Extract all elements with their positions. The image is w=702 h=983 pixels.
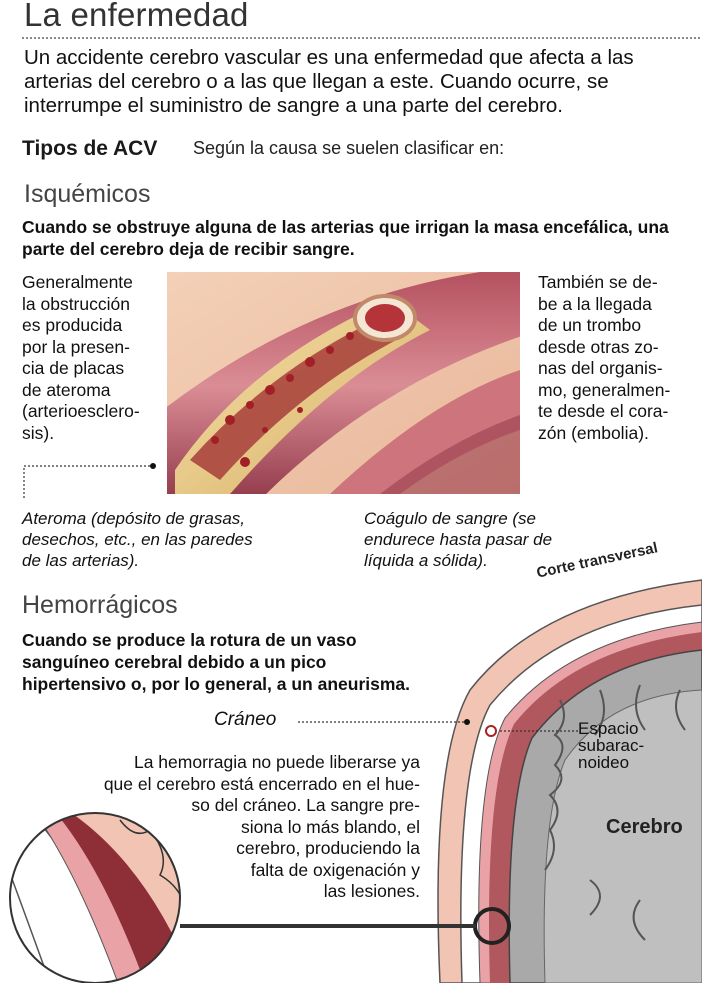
espacio-subaracnoideo-label	[578, 720, 644, 771]
text-line: que el cerebro está encerrado en el hue-	[103, 773, 420, 794]
text-line: por la presen-	[22, 336, 130, 357]
text-line: zón (embolia).	[538, 422, 649, 443]
isquemicos-description: Cuando se obstruye alguna de las arterias que irrigan la masa encefálica, una parte del cerebro deja de recibir sangre.	[22, 217, 669, 259]
corte-transversal-label: Corte transversal	[535, 539, 660, 582]
label-line: noideo	[578, 753, 630, 772]
text-line: de un trombo	[538, 315, 642, 335]
text-line: desde otras zo-	[538, 336, 659, 357]
text-line: siona lo más blando, el	[241, 816, 420, 837]
text-line: cia de placas	[22, 358, 125, 378]
craneo-label: Cráneo	[214, 709, 277, 730]
artery-illustration	[150, 272, 540, 500]
caption-line: desechos, etc., en las paredes	[22, 530, 253, 549]
caption-line: de las arterias).	[22, 551, 140, 570]
text-line: nas del organis-	[538, 358, 663, 378]
text-line: be a la llegada	[538, 293, 652, 314]
caption-line: líquida a sólida).	[364, 551, 488, 570]
text-line: la obstrucción	[22, 293, 130, 314]
isquemicos-heading: Isquémicos	[24, 180, 151, 208]
hemorragicos-description: Cuando se produce la rotura de un vaso sanguíneo cerebral debido a un pico hipertensivo o, por lo general, a un aneurisma.	[22, 630, 411, 694]
ateroma-caption	[22, 508, 322, 571]
text-line: cerebro, produciendo la	[236, 838, 420, 858]
label-line: Espacio	[578, 719, 639, 738]
caption-line: Coágulo de sangre (se	[364, 509, 537, 528]
hemorragicos-heading: Hemorrágicos	[22, 591, 178, 619]
embolia-text	[538, 272, 698, 444]
head-cross-section	[438, 580, 702, 983]
text-line: (arterioesclero-	[22, 401, 140, 421]
ateroma-pointer	[24, 466, 152, 498]
intro-paragraph: Un accidente cerebro vascular es una enfermedad que afecta a las arterias del cerebro o a las que llegan a este. Cuando ocurre, se interrumpe el suministro de sangre a una parte del cerebro.	[24, 46, 634, 117]
text-line: las lesiones.	[323, 881, 420, 901]
text-line: falta de oxigenación y	[250, 859, 420, 880]
text-line: de ateroma	[22, 379, 111, 400]
text-line: te desde el cora-	[538, 401, 669, 421]
tipos-text: Según la causa se suelen clasificar en:	[193, 138, 505, 158]
tipos-label: Tipos de ACV	[22, 137, 158, 160]
caption-line: Ateroma (depósito de grasas,	[22, 509, 246, 528]
text-line: sis).	[22, 422, 55, 443]
text-line: mo, generalmen-	[538, 379, 671, 400]
text-line: so del cráneo. La sangre pre-	[191, 795, 420, 815]
text-line: es producida	[22, 315, 123, 335]
text-line: La hemorragia no puede liberarse ya	[133, 752, 420, 772]
page-title: La enfermedad	[24, 0, 249, 33]
text-line: También se de-	[538, 272, 658, 292]
text-line: Generalmente	[22, 272, 133, 292]
label-line: subarac-	[578, 736, 645, 755]
caption-line: endurece hasta pasar de	[364, 530, 553, 549]
title-divider	[22, 37, 700, 39]
hemorragia-explanation	[40, 752, 420, 903]
obstruccion-text	[22, 272, 162, 444]
cerebro-label: Cerebro	[606, 816, 683, 838]
